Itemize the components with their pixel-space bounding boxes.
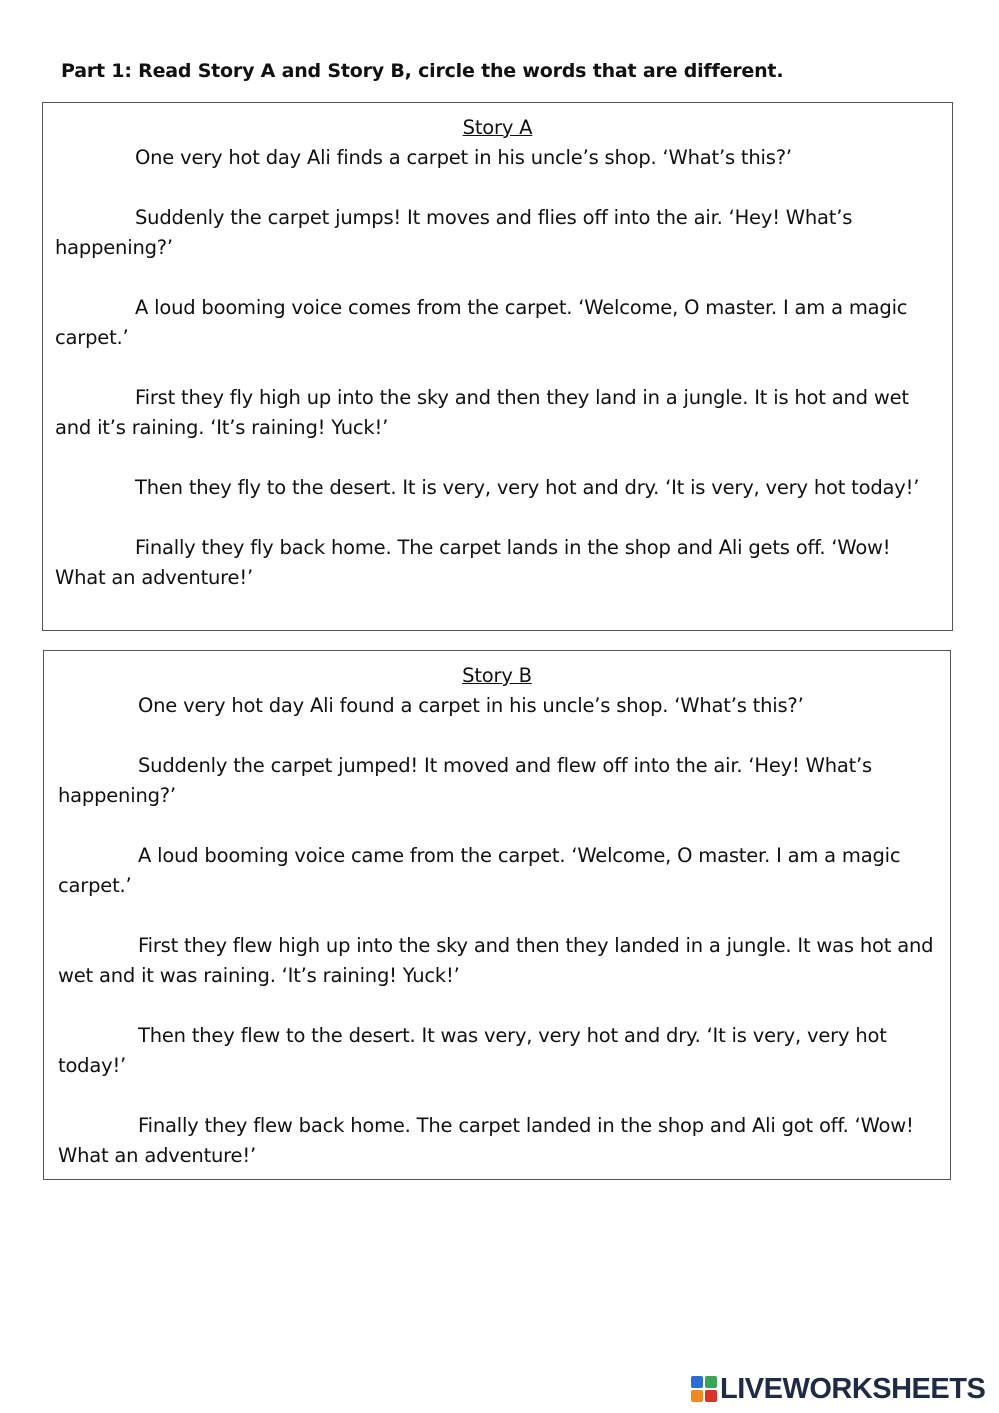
logo-block-blue bbox=[691, 1376, 703, 1388]
story-b-box bbox=[43, 650, 951, 1180]
story-b-paragraph: Finally they flew back home. The carpet landed in the shop and Ali got off. ‘Wow! What an adventure!’ bbox=[58, 1114, 914, 1167]
story-a-paragraph: Then they fly to the desert. It is very, very hot and dry. ‘It is very, very hot today!’ bbox=[135, 476, 920, 499]
logo-block-red bbox=[705, 1390, 717, 1402]
logo-block-green bbox=[705, 1376, 717, 1388]
logo-block-orange bbox=[691, 1390, 703, 1402]
instruction-heading: Part 1: Read Story A and Story B, circle the words that are different. bbox=[61, 60, 784, 82]
story-a-paragraph: Suddenly the carpet jumps! It moves and flies off into the air. ‘Hey! What’s happening?’ bbox=[55, 206, 853, 259]
story-a-box bbox=[42, 102, 953, 631]
story-a-paragraph: Finally they fly back home. The carpet lands in the shop and Ali gets off. ‘Wow! What an adventure!’ bbox=[55, 536, 891, 589]
story-b-paragraph: First they flew high up into the sky and then they landed in a jungle. It was hot and wet and it was raining. ‘It’s raining! Yuck!’ bbox=[58, 934, 934, 987]
story-a-paragraph: A loud booming voice comes from the carpet. ‘Welcome, O master. I am a magic carpet.’ bbox=[55, 296, 908, 349]
story-a-paragraph: First they fly high up into the sky and then they land in a jungle. It is hot and wet and it’s raining. ‘It’s raining! Yuck!’ bbox=[55, 386, 909, 439]
story-a-paragraph: One very hot day Ali finds a carpet in his uncle’s shop. ‘What’s this?’ bbox=[135, 146, 792, 169]
story-b-paragraph: Suddenly the carpet jumped! It moved and flew off into the air. ‘Hey! What’s happening?’ bbox=[58, 754, 873, 807]
story-b-title: Story B bbox=[462, 664, 532, 687]
story-b-paragraph: A loud booming voice came from the carpet. ‘Welcome, O master. I am a magic carpet.’ bbox=[58, 844, 901, 897]
story-a-title: Story A bbox=[462, 116, 533, 139]
brand-name: LIVEWORKSHEETS bbox=[720, 1372, 986, 1405]
liveworksheets-logo-icon bbox=[690, 1375, 718, 1403]
story-b-paragraph: Then they flew to the desert. It was very, very hot and dry. ‘It is very, very hot today!’ bbox=[58, 1024, 887, 1077]
story-b-paragraph: One very hot day Ali found a carpet in his uncle’s shop. ‘What’s this?’ bbox=[138, 694, 804, 717]
liveworksheets-brand bbox=[690, 1372, 985, 1406]
